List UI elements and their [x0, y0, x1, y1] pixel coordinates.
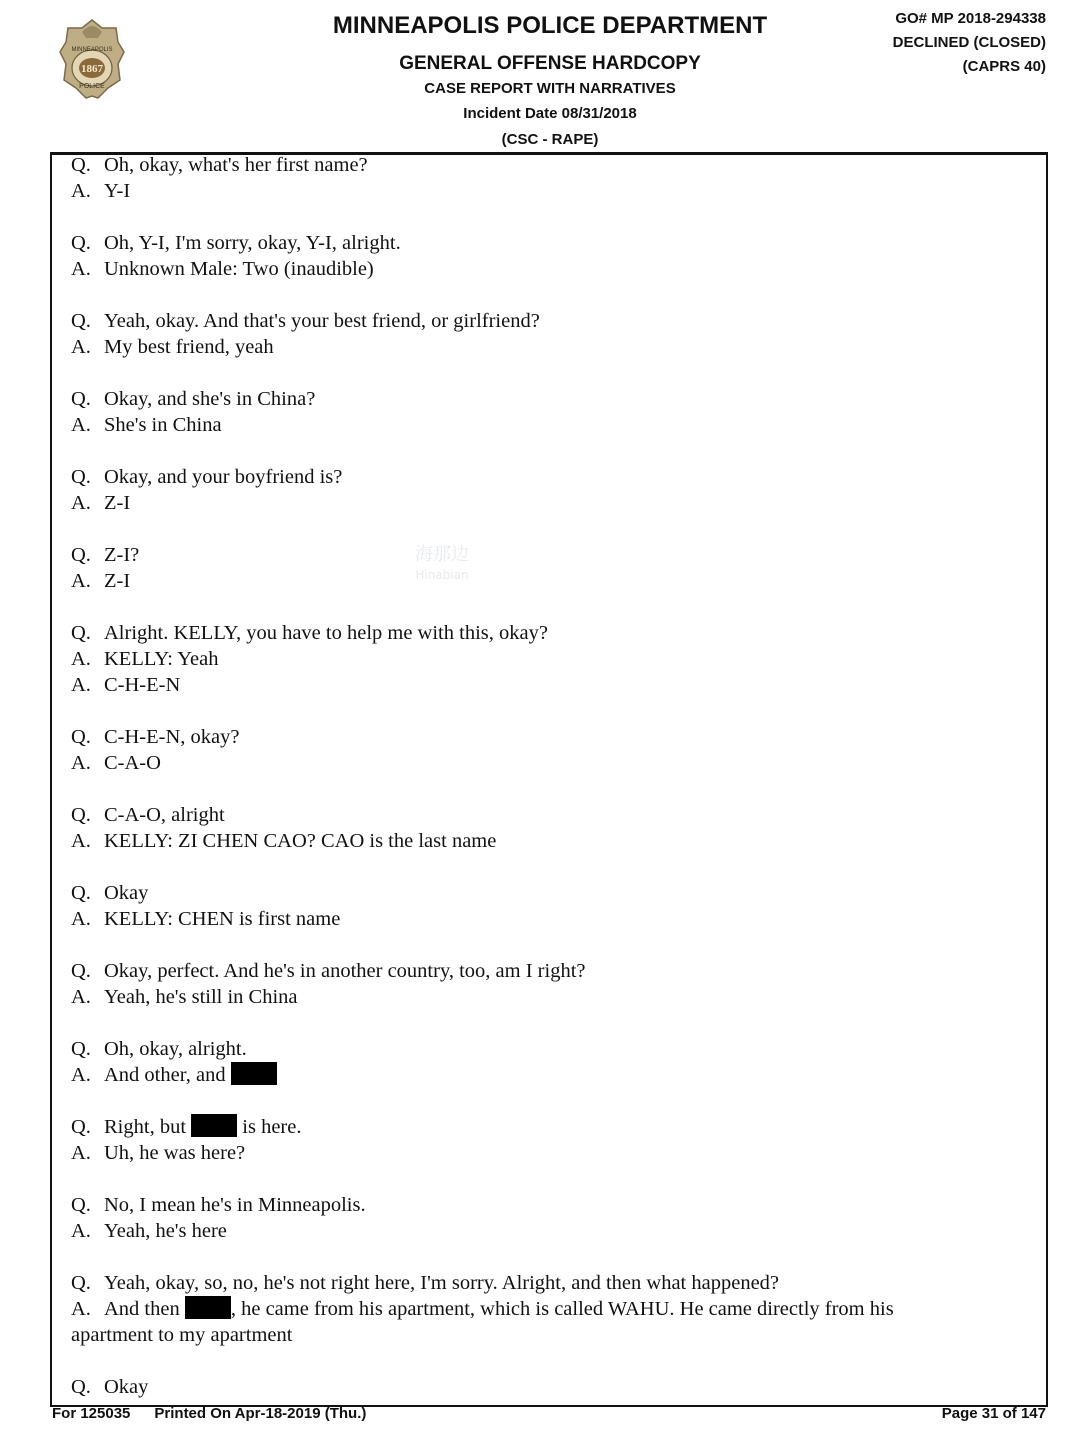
line-prefix: A. — [71, 648, 91, 670]
line-text: Okay, and she's in China? — [104, 388, 316, 410]
line-text: Yeah, okay. And that's your best friend, or girlfriend? — [104, 310, 540, 332]
question-line — [71, 1036, 1036, 1062]
line-text: Unknown Male: Two (inaudible) — [104, 258, 374, 280]
line-text: Yeah, he's here — [104, 1220, 227, 1242]
department-title: MINNEAPOLIS POLICE DEPARTMENT — [332, 12, 768, 39]
caprs-code: (CAPRS 40) — [962, 58, 1046, 75]
line-text: Oh, okay, what's her first name? — [104, 154, 368, 176]
answer-line — [71, 256, 1036, 282]
line-text-after-redaction: is here. — [237, 1116, 302, 1138]
line-prefix: Q. — [71, 1194, 91, 1216]
line-text: KELLY: Yeah — [104, 648, 219, 670]
line-prefix: Q. — [71, 388, 91, 410]
line-prefix: A. — [71, 752, 91, 774]
question-line — [71, 1192, 1036, 1218]
line-prefix: Q. — [71, 804, 91, 826]
line-text: Z-I — [104, 570, 131, 592]
answer-line — [71, 412, 1036, 438]
question-line — [71, 958, 1036, 984]
question-line — [71, 724, 1036, 750]
line-prefix: A. — [71, 1064, 91, 1086]
question-line — [71, 308, 1036, 334]
line-prefix: Q. — [71, 154, 91, 176]
line-prefix: A. — [71, 336, 91, 358]
answer-line — [71, 1062, 1036, 1088]
case-number: GO# MP 2018-294338 — [895, 10, 1046, 27]
line-text: Okay — [104, 882, 149, 904]
line-text: She's in China — [104, 414, 222, 436]
watermark — [415, 545, 469, 585]
line-text: Okay, perfect. And he's in another country, too, am I right? — [104, 960, 586, 982]
line-text: And then — [104, 1298, 180, 1320]
line-prefix: Q. — [71, 726, 91, 748]
line-text: C-A-O — [104, 752, 161, 774]
answer-line — [71, 334, 1036, 360]
police-badge-logo — [58, 18, 126, 102]
svg-text:1867: 1867 — [81, 63, 103, 75]
line-gap — [71, 698, 1036, 724]
line-gap — [71, 204, 1036, 230]
line-gap — [71, 1244, 1036, 1270]
line-prefix: A. — [71, 908, 91, 930]
line-gap — [71, 1010, 1036, 1036]
footer-left — [52, 1405, 366, 1422]
line-text: Okay, and your boyfriend is? — [104, 466, 343, 488]
line-text: C-H-E-N — [104, 674, 181, 696]
line-text: C-A-O, alright — [104, 804, 225, 826]
line-text: C-H-E-N, okay? — [104, 726, 240, 748]
line-prefix: A. — [71, 986, 91, 1008]
line-text: KELLY: CHEN is first name — [104, 908, 341, 930]
line-text: Z-I — [104, 492, 131, 514]
offense-type: (CSC - RAPE) — [501, 131, 599, 148]
question-line — [71, 1270, 1036, 1296]
line-text: Oh, okay, alright. — [104, 1038, 247, 1060]
line-prefix: Q. — [71, 1116, 91, 1138]
answer-line — [71, 646, 1036, 672]
line-text: Alright. KELLY, you have to help me with this, okay? — [104, 622, 548, 644]
question-line — [71, 1114, 1036, 1140]
footer-printed-date: Printed On Apr-18-2019 (Thu.) — [154, 1405, 367, 1422]
line-prefix: A. — [71, 492, 91, 514]
line-prefix: Q. — [71, 310, 91, 332]
line-prefix: A. — [71, 1142, 91, 1164]
line-text: Yeah, he's still in China — [104, 986, 298, 1008]
case-status: DECLINED (CLOSED) — [892, 34, 1046, 51]
question-line — [71, 386, 1036, 412]
line-gap — [71, 1088, 1036, 1114]
line-prefix: A. — [71, 674, 91, 696]
watermark-text: 海那边 — [415, 544, 469, 565]
transcript-continuation — [71, 1322, 1036, 1348]
line-prefix: A. — [71, 1298, 91, 1320]
line-prefix: Q. — [71, 882, 91, 904]
line-text: Oh, Y-I, I'm sorry, okay, Y-I, alright. — [104, 232, 401, 254]
line-text: And other, and — [104, 1064, 226, 1086]
line-gap — [71, 1166, 1036, 1192]
answer-line — [71, 1140, 1036, 1166]
line-prefix: Q. — [71, 466, 91, 488]
line-text: apartment to my apartment — [71, 1324, 293, 1346]
transcript-body — [71, 152, 1036, 1400]
line-gap — [71, 516, 1036, 542]
line-prefix: A. — [71, 1220, 91, 1242]
question-line — [71, 1374, 1036, 1400]
line-gap — [71, 776, 1036, 802]
line-gap — [71, 1348, 1036, 1374]
footer-for-id: For 125035 — [52, 1405, 131, 1422]
line-prefix: Q. — [71, 544, 91, 566]
svg-text:MINNEAPOLIS: MINNEAPOLIS — [71, 47, 113, 53]
question-line — [71, 620, 1036, 646]
line-prefix: Q. — [71, 622, 91, 644]
report-subtitle: GENERAL OFFENSE HARDCOPY — [399, 53, 701, 74]
line-prefix: Q. — [71, 1038, 91, 1060]
line-gap — [71, 932, 1036, 958]
line-text: No, I mean he's in Minneapolis. — [104, 1194, 366, 1216]
line-text-after-redaction: , he came from his apartment, which is called WAHU. He came directly from his — [230, 1298, 894, 1320]
question-line — [71, 880, 1036, 906]
redaction-block — [191, 1114, 237, 1137]
incident-date: Incident Date 08/31/2018 — [463, 105, 637, 122]
line-prefix: Q. — [71, 1376, 91, 1398]
line-gap — [71, 360, 1036, 386]
line-text: Z-I? — [104, 544, 140, 566]
question-line — [71, 542, 1036, 568]
line-text: Uh, he was here? — [104, 1142, 246, 1164]
answer-line — [71, 1296, 1036, 1322]
line-gap — [71, 438, 1036, 464]
line-text: Right, but — [104, 1116, 187, 1138]
redaction-block — [185, 1296, 231, 1319]
answer-line — [71, 828, 1036, 854]
line-gap — [71, 594, 1036, 620]
answer-line — [71, 984, 1036, 1010]
answer-line — [71, 750, 1036, 776]
answer-line — [71, 672, 1036, 698]
footer-page-number: Page 31 of 147 — [941, 1405, 1046, 1422]
line-gap — [71, 854, 1036, 880]
answer-line — [71, 178, 1036, 204]
line-prefix: A. — [71, 180, 91, 202]
question-line — [71, 464, 1036, 490]
answer-line — [71, 490, 1036, 516]
watermark-subtext: Hinabian — [415, 568, 469, 582]
answer-line — [71, 906, 1036, 932]
line-prefix: A. — [71, 830, 91, 852]
question-line — [71, 152, 1036, 178]
line-text: My best friend, yeah — [104, 336, 274, 358]
question-line — [71, 802, 1036, 828]
case-info — [893, 7, 1046, 79]
line-prefix: Q. — [71, 960, 91, 982]
line-gap — [71, 282, 1036, 308]
line-prefix: A. — [71, 414, 91, 436]
question-line — [71, 230, 1036, 256]
redaction-block — [231, 1062, 277, 1085]
line-prefix: Q. — [71, 232, 91, 254]
line-prefix: A. — [71, 570, 91, 592]
report-type: CASE REPORT WITH NARRATIVES — [424, 80, 676, 97]
line-text: Okay — [104, 1376, 149, 1398]
line-prefix: A. — [71, 258, 91, 280]
answer-line — [71, 1218, 1036, 1244]
line-prefix: Q. — [71, 1272, 91, 1294]
line-text: Yeah, okay, so, no, he's not right here, I'm sorry. Alright, and then what happened? — [104, 1272, 780, 1294]
svg-text:POLICE: POLICE — [79, 83, 105, 90]
line-text: Y-I — [104, 180, 131, 202]
narrative-frame — [50, 152, 1048, 1407]
answer-line — [71, 568, 1036, 594]
line-text: KELLY: ZI CHEN CAO? CAO is the last name — [104, 830, 497, 852]
